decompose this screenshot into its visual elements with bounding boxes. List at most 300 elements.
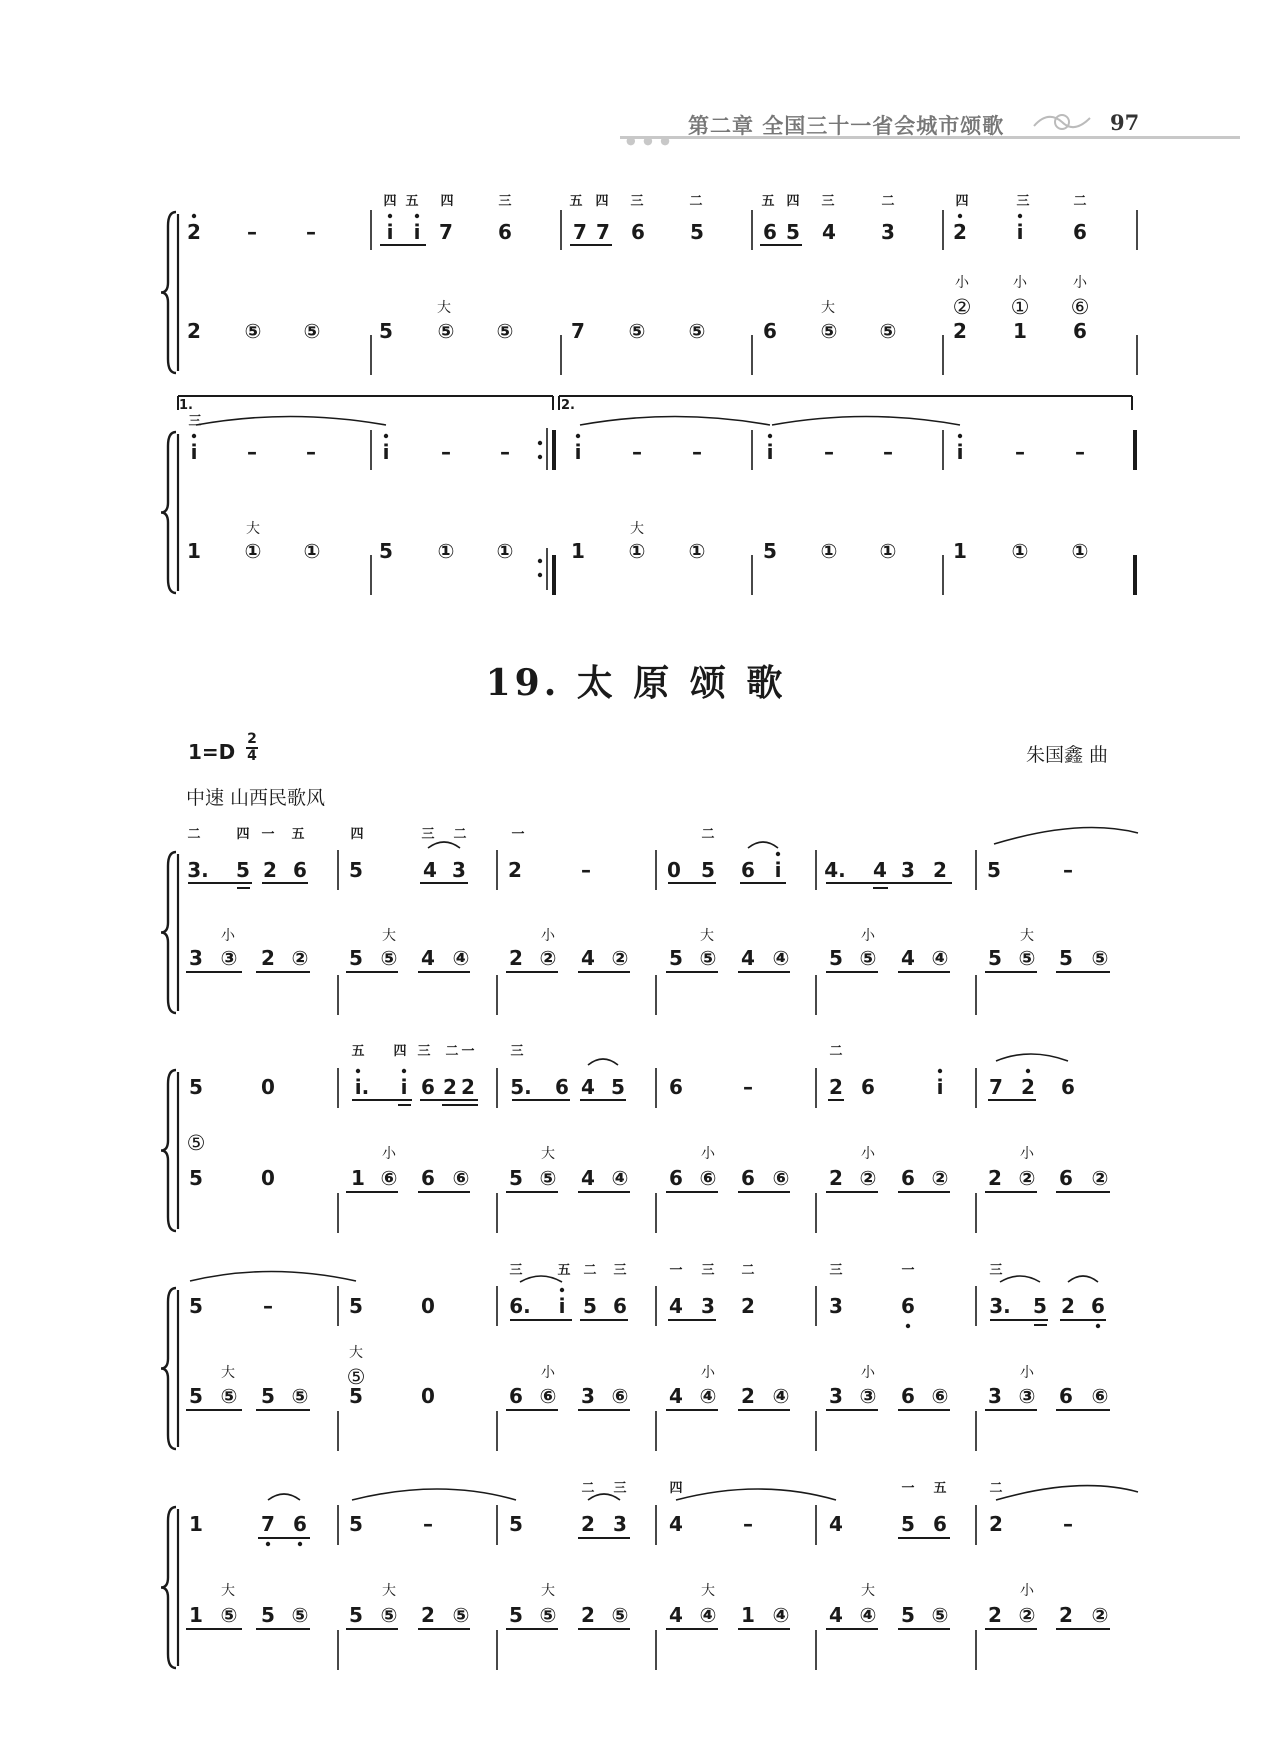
note: ⑤ — [380, 1603, 398, 1627]
note: 2 — [1061, 1294, 1075, 1318]
note: 4 — [581, 946, 595, 970]
note: ⑤ — [859, 946, 877, 970]
tie — [994, 828, 1138, 844]
low-dot — [266, 1542, 270, 1546]
note: 7 — [261, 1512, 275, 1536]
note: ⑥ — [452, 1166, 470, 1190]
slur — [1068, 1276, 1098, 1282]
note: ⑤ — [611, 1603, 629, 1627]
note: 4 — [901, 946, 915, 970]
volta-first-label: 1. — [179, 398, 193, 413]
fingering: 一 — [261, 827, 275, 842]
note: 5 — [349, 946, 363, 970]
octave-dot — [938, 1069, 942, 1073]
note: 3 — [988, 1384, 1002, 1408]
octave-dot — [768, 434, 772, 438]
note: 5 — [379, 539, 393, 563]
note: ② — [1091, 1603, 1109, 1627]
fingering: 四 — [350, 827, 364, 842]
header-dots: ● ● ● — [626, 134, 672, 147]
fingering: 三 — [630, 194, 644, 209]
note: – — [306, 220, 316, 244]
dynamic-big: 大 — [246, 521, 260, 537]
slur — [996, 1054, 1068, 1061]
fingering: 二 — [701, 827, 715, 842]
volta-second-label: 2. — [561, 398, 575, 413]
dynamic-small: 小 — [1013, 275, 1027, 291]
note: 2 — [461, 1075, 475, 1099]
dynamic: 小 — [221, 928, 235, 944]
note: 0 — [421, 1384, 435, 1408]
dynamic: 大 — [701, 1583, 715, 1599]
note: 6 — [1059, 1166, 1073, 1190]
note: 4 — [421, 946, 435, 970]
note: ⑤ — [699, 946, 717, 970]
note: i — [413, 220, 421, 244]
note: ② — [1091, 1166, 1109, 1190]
note: – — [824, 440, 834, 464]
note: 2 — [1059, 1603, 1073, 1627]
dynamic: 小 — [701, 1146, 715, 1162]
octave-dot — [1018, 214, 1022, 218]
fingering: 五 — [557, 1263, 571, 1278]
tempo-marking: 中速 山西民歌风 — [186, 787, 326, 809]
note: 5 — [379, 319, 393, 343]
note: 5 — [988, 946, 1002, 970]
note: 3 — [581, 1384, 595, 1408]
note: ④ — [452, 946, 470, 970]
octave-dot — [576, 434, 580, 438]
note: – — [441, 440, 451, 464]
note: ⑤ — [303, 319, 321, 343]
note: 2 — [741, 1294, 755, 1318]
note: 4 — [423, 858, 437, 882]
note: 4 — [822, 220, 836, 244]
note: ④ — [772, 946, 790, 970]
page-number: 97 — [1110, 110, 1140, 135]
note: 1 — [187, 539, 201, 563]
dynamic-big: 大 — [630, 521, 644, 537]
note: ① — [879, 539, 897, 563]
tie — [196, 417, 386, 426]
dynamic: 大 — [382, 928, 396, 944]
note: 3 — [452, 858, 466, 882]
note: 5 — [509, 1603, 523, 1627]
note: 5 — [901, 1512, 915, 1536]
note: ④ — [699, 1603, 717, 1627]
fingering: 二 — [187, 827, 201, 842]
note: 7 — [571, 319, 585, 343]
note: ⑤ — [628, 319, 646, 343]
note: 6 — [901, 1294, 915, 1318]
note: 5 — [349, 1384, 363, 1408]
note: – — [883, 440, 893, 464]
note: ⑥ — [699, 1166, 717, 1190]
note: 6 — [901, 1166, 915, 1190]
fingering: 三 — [701, 1263, 715, 1278]
note: 2 — [581, 1512, 595, 1536]
repeat-dot — [538, 559, 542, 563]
note: ⑤ — [1018, 946, 1036, 970]
dynamic-small: 小 — [1073, 275, 1087, 291]
note: ⑤ — [539, 1166, 557, 1190]
note: 6 — [901, 1384, 915, 1408]
note: 2 — [263, 858, 277, 882]
octave-dot — [958, 214, 962, 218]
note: 6 — [293, 1512, 307, 1536]
note: 5 — [1059, 946, 1073, 970]
fingering: 三 — [613, 1263, 627, 1278]
dynamic: 小 — [861, 1146, 875, 1162]
fingering: 二 — [689, 194, 703, 209]
fingering: 五 — [351, 1044, 365, 1059]
note: 4 — [669, 1384, 683, 1408]
note: ⑤ — [496, 319, 514, 343]
octave-dot — [388, 214, 392, 218]
note: 5 — [349, 1512, 363, 1536]
octave-dot — [402, 1069, 406, 1073]
note: 5 — [349, 858, 363, 882]
note: 0 — [667, 858, 681, 882]
note: – — [247, 220, 257, 244]
note: ② — [1018, 1603, 1036, 1627]
note: – — [1063, 1512, 1073, 1536]
note: ⑥ — [380, 1166, 398, 1190]
tie — [772, 417, 960, 426]
fingering: 三 — [829, 1263, 843, 1278]
slur — [748, 842, 778, 848]
note: 2 — [421, 1603, 435, 1627]
note: ⑤ — [688, 319, 706, 343]
note: 6 — [509, 1384, 523, 1408]
dynamic: 小 — [1020, 1583, 1034, 1599]
note: 5 — [236, 858, 250, 882]
note: ⑤ — [820, 319, 838, 343]
note: 3 — [189, 946, 203, 970]
note: 6 — [669, 1075, 683, 1099]
fingering: 三 — [510, 1044, 524, 1059]
fingering: 五 — [933, 1481, 947, 1496]
note: – — [743, 1512, 753, 1536]
note: 2 — [509, 946, 523, 970]
fingering: 一 — [461, 1044, 475, 1059]
repeat-dot — [538, 455, 542, 459]
note: ② — [611, 946, 629, 970]
note: 2 — [933, 858, 947, 882]
chapter-title: 第二章 全国三十一省会城市颂歌 — [688, 114, 1005, 138]
low-dot — [298, 1542, 302, 1546]
note: 5 — [669, 946, 683, 970]
note: ⑤ — [291, 1603, 309, 1627]
note: 0 — [421, 1294, 435, 1318]
note: ③ — [1018, 1384, 1036, 1408]
note: 4 — [669, 1294, 683, 1318]
note: 1 — [571, 539, 585, 563]
note: 5 — [763, 539, 777, 563]
fingering: 三 — [421, 827, 435, 842]
fingering: 二 — [1073, 194, 1087, 209]
fingering: 三 — [989, 1263, 1003, 1278]
tie — [580, 417, 770, 426]
dynamic-big: 大 — [437, 300, 451, 316]
note: ② — [291, 946, 309, 970]
note: 2 — [187, 319, 201, 343]
fingering: 一 — [901, 1481, 915, 1496]
slur — [428, 842, 460, 848]
dynamic: 小 — [1020, 1365, 1034, 1381]
note: 5 — [690, 220, 704, 244]
fingering: 一 — [669, 1263, 683, 1278]
note: ① — [496, 539, 514, 563]
note: i — [382, 440, 390, 464]
note: ④ — [772, 1384, 790, 1408]
note: ⑤ — [539, 1603, 557, 1627]
dynamic: 小 — [541, 928, 555, 944]
system-brace — [161, 432, 176, 593]
note: 6 — [1091, 1294, 1105, 1318]
note: 5 — [509, 1512, 523, 1536]
dynamic: 大 — [861, 1583, 875, 1599]
dynamic-big: 大 — [349, 1345, 363, 1361]
fingering: 一 — [901, 1263, 915, 1278]
repeat-dot — [538, 441, 542, 445]
dynamic: 大 — [221, 1583, 235, 1599]
note: – — [692, 440, 702, 464]
fingering: 三 — [188, 414, 202, 429]
slur — [588, 1059, 618, 1065]
note: 4 — [829, 1603, 843, 1627]
note: 2 — [741, 1384, 755, 1408]
dynamic: 大 — [1020, 928, 1034, 944]
note: ① — [1071, 539, 1089, 563]
fingering: 四 — [393, 1044, 407, 1059]
note: 5 — [509, 1166, 523, 1190]
note: i — [574, 440, 582, 464]
note: 4 — [581, 1075, 595, 1099]
tie — [190, 1272, 356, 1282]
note: i — [558, 1294, 566, 1318]
note: 4. — [824, 858, 846, 882]
note: ④ — [611, 1166, 629, 1190]
note: 2 — [1021, 1075, 1035, 1099]
fingering: 二 — [445, 1044, 459, 1059]
note: 5. — [510, 1075, 532, 1099]
note: ⑤ — [437, 319, 455, 343]
tie — [352, 1489, 516, 1500]
fingering: 五 — [405, 194, 419, 209]
circled-note: ⑥ — [1070, 295, 1090, 319]
note: ④ — [931, 946, 949, 970]
note: 5 — [901, 1603, 915, 1627]
note: i. — [354, 1075, 370, 1099]
note: 6 — [763, 319, 777, 343]
note: – — [632, 440, 642, 464]
note: 6 — [669, 1166, 683, 1190]
fingering: 三 — [498, 194, 512, 209]
system-brace — [161, 1507, 176, 1668]
fingering: 三 — [821, 194, 835, 209]
note: 5 — [349, 1294, 363, 1318]
note: 6 — [1073, 220, 1087, 244]
note: 7 — [596, 220, 610, 244]
note: 6 — [861, 1075, 875, 1099]
note: ⑤ — [244, 319, 262, 343]
fingering: 四 — [786, 194, 800, 209]
note: 6 — [498, 220, 512, 244]
fingering: 三 — [509, 1263, 523, 1278]
note: 2 — [953, 319, 967, 343]
note: ⑥ — [931, 1384, 949, 1408]
note: 5 — [349, 1603, 363, 1627]
dynamic: 小 — [861, 1365, 875, 1381]
note: ① — [244, 539, 262, 563]
fingering: 四 — [383, 194, 397, 209]
note: 5 — [261, 1603, 275, 1627]
note: – — [306, 440, 316, 464]
dynamic: 大 — [541, 1583, 555, 1599]
fingering: 二 — [583, 1263, 597, 1278]
note: 4 — [581, 1166, 595, 1190]
note: 5 — [1033, 1294, 1047, 1318]
note: 7 — [573, 220, 587, 244]
note: ① — [303, 539, 321, 563]
note: 4 — [669, 1603, 683, 1627]
system-brace — [161, 852, 176, 1013]
dynamic: 小 — [1020, 1146, 1034, 1162]
note: ⑤ — [1091, 946, 1109, 970]
note: 3. — [989, 1294, 1011, 1318]
note: 2 — [443, 1075, 457, 1099]
fingering: 一 — [511, 827, 525, 842]
note: 2 — [187, 220, 201, 244]
dynamic: 大 — [221, 1365, 235, 1381]
system-brace — [161, 1288, 176, 1449]
note: 5 — [987, 858, 1001, 882]
octave-dot — [958, 434, 962, 438]
note: 3 — [881, 220, 895, 244]
note: 6 — [1059, 1384, 1073, 1408]
note: 5 — [611, 1075, 625, 1099]
note: 5 — [189, 1075, 203, 1099]
low-dot — [906, 1324, 910, 1328]
octave-dot — [356, 1069, 360, 1073]
note: – — [581, 858, 591, 882]
note: 5 — [829, 946, 843, 970]
note: 6 — [613, 1294, 627, 1318]
note: 2 — [988, 1166, 1002, 1190]
note: – — [423, 1512, 433, 1536]
note: 3. — [187, 858, 209, 882]
song-title: 19. 太 原 颂 歌 — [485, 662, 787, 704]
note: 2 — [989, 1512, 1003, 1536]
note: 1 — [189, 1603, 203, 1627]
note: i — [1016, 220, 1024, 244]
note: ② — [1018, 1166, 1036, 1190]
dynamic: 大 — [382, 1583, 396, 1599]
note: 6 — [933, 1512, 947, 1536]
note: 1 — [351, 1166, 365, 1190]
note: – — [1063, 858, 1073, 882]
note: – — [1075, 440, 1085, 464]
note: 6 — [293, 858, 307, 882]
low-dot — [1096, 1324, 1100, 1328]
note: 2 — [508, 858, 522, 882]
note: ② — [539, 946, 557, 970]
note: 4 — [873, 858, 887, 882]
note: 6 — [1073, 319, 1087, 343]
fingering: 二 — [453, 827, 467, 842]
note: 3 — [829, 1294, 843, 1318]
fingering: 四 — [669, 1481, 683, 1496]
note: i — [400, 1075, 408, 1099]
note: i — [190, 440, 198, 464]
note: ⑤ — [220, 1603, 238, 1627]
note: 3 — [613, 1512, 627, 1536]
fingering: 二 — [881, 194, 895, 209]
note: 2 — [581, 1603, 595, 1627]
note: ⑥ — [1091, 1384, 1109, 1408]
note: ⑤ — [380, 946, 398, 970]
note: 5 — [189, 1166, 203, 1190]
note: 1 — [1013, 319, 1027, 343]
note: 2 — [261, 946, 275, 970]
note: 1 — [953, 539, 967, 563]
note: – — [247, 440, 257, 464]
note: ② — [931, 1166, 949, 1190]
slur — [268, 1494, 300, 1500]
octave-dot — [776, 852, 780, 856]
fingering: 四 — [236, 827, 250, 842]
octave-dot — [192, 434, 196, 438]
dynamic: 小 — [382, 1146, 396, 1162]
note: 5 — [786, 220, 800, 244]
note: ① — [437, 539, 455, 563]
octave-dot — [384, 434, 388, 438]
note: ① — [820, 539, 838, 563]
note: 1 — [741, 1603, 755, 1627]
note: 6 — [1061, 1075, 1075, 1099]
note: i — [956, 440, 964, 464]
note: 6 — [763, 220, 777, 244]
note: 0 — [261, 1075, 275, 1099]
note: i — [936, 1075, 944, 1099]
dynamic-big: 大 — [821, 300, 835, 316]
dynamic: 小 — [541, 1365, 555, 1381]
fingering: 三 — [1016, 194, 1030, 209]
fingering: 三 — [613, 1481, 627, 1496]
note: 5 — [701, 858, 715, 882]
fingering: 三 — [417, 1044, 431, 1059]
note: 6 — [421, 1075, 435, 1099]
tie — [996, 1486, 1138, 1500]
octave-dot — [560, 1288, 564, 1292]
note: 3 — [901, 858, 915, 882]
note: 5 — [583, 1294, 597, 1318]
note: 2 — [988, 1603, 1002, 1627]
octave-dot — [192, 214, 196, 218]
tie — [676, 1489, 836, 1500]
fingering: 五 — [761, 194, 775, 209]
time-signature-bottom: 4 — [247, 748, 257, 764]
circled-note: ① — [1010, 295, 1030, 319]
note: ② — [859, 1166, 877, 1190]
note: – — [500, 440, 510, 464]
system-brace — [161, 1070, 176, 1231]
note: i — [386, 220, 394, 244]
note: 5 — [261, 1384, 275, 1408]
note: ⑥ — [611, 1384, 629, 1408]
note: 5 — [189, 1384, 203, 1408]
